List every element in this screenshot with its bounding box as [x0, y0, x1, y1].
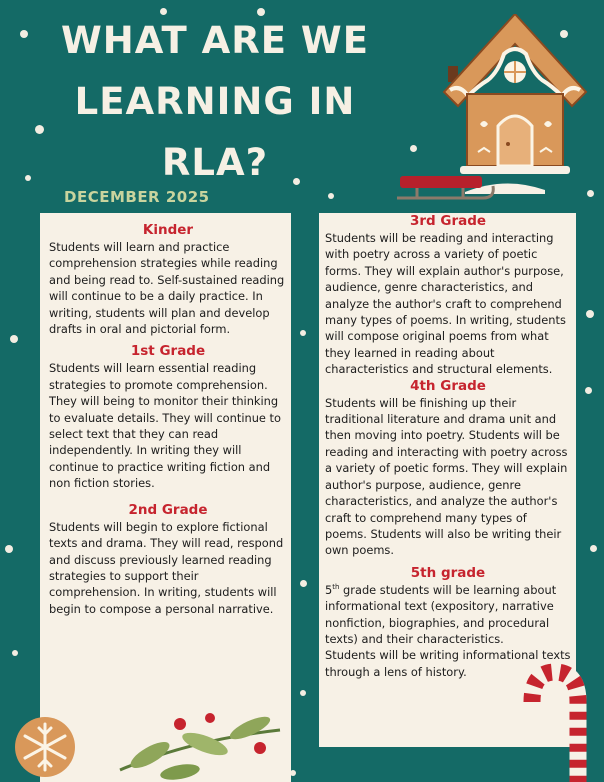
title-line-2: LEARNING IN	[74, 80, 356, 123]
second-grade-heading: 2nd Grade	[128, 501, 208, 518]
fourth-grade-heading: 4th Grade	[410, 377, 486, 394]
first-grade-heading: 1st Grade	[130, 343, 206, 360]
title-line-1: WHAT ARE WE	[60, 19, 370, 62]
third-grade-text: Students will be reading and interacting with poetry across a variety of poetic forms. They will explain author's purpose, audience, genre characteristics, and analyze the author's craft to comprehend many types of poems. In writing, students will compose original poems from what they learned in reading about characteristics and structural elements.	[325, 231, 566, 377]
third-grade-heading: 3rd Grade	[409, 213, 487, 229]
title-line-3: RLA?	[161, 141, 269, 184]
fifth-grade-number: 5	[325, 582, 333, 597]
left-panel	[40, 213, 291, 782]
kinder-heading: Kinder	[142, 222, 194, 238]
fifth-grade-heading: 5th grade	[410, 564, 486, 581]
second-grade-text: Students will begin to explore fictional texts and drama. They will read, respond and discuss previously learned reading strategies to support their comprehension. In writing, students will begin to compose a personal narrative.	[49, 519, 284, 616]
page-title	[40, 10, 390, 193]
kinder-text: Students will learn and practice comprehension strategies while reading and being read to. Self-sustained reading will continue to be a daily practice. In writing, students will plan and develop drafts in oral and pictorial form.	[49, 240, 285, 337]
candy-cane-icon	[510, 662, 595, 782]
fourth-grade-text: Students will be finishing up their traditional literature and drama unit and then moving into poetry. Students will be reading and interacting with poetry across a variety of poetic forms. They will explain author's purpose, audience, genre characteristics, and analyze the author's craft to comprehend many types of poems. Students will also be writing their own poems.	[325, 395, 568, 558]
sled-icon	[395, 168, 550, 216]
newsletter-date: DECEMBER 2025	[64, 188, 210, 206]
fifth-grade-text-2: Students will be writing informational texts through a lens of history.	[325, 648, 571, 679]
gingerbread-house-icon	[440, 14, 590, 179]
holly-branch-icon	[110, 700, 290, 782]
first-grade-text: Students will learn essential reading strategies to promote comprehension. They will being to monitor their thinking to evaluate details. They will continue to select text that they can read independently. In writing they will continue to practice writing fiction and non fiction stories.	[49, 361, 281, 491]
gingerbread-cookie-icon	[10, 712, 80, 782]
fifth-grade-text-1: grade students will be learning about informational text (expository, narrative nonfiction, biographies, and procedural texts) and their characteristics.	[325, 582, 557, 646]
fifth-grade-suffix: th	[332, 582, 340, 591]
